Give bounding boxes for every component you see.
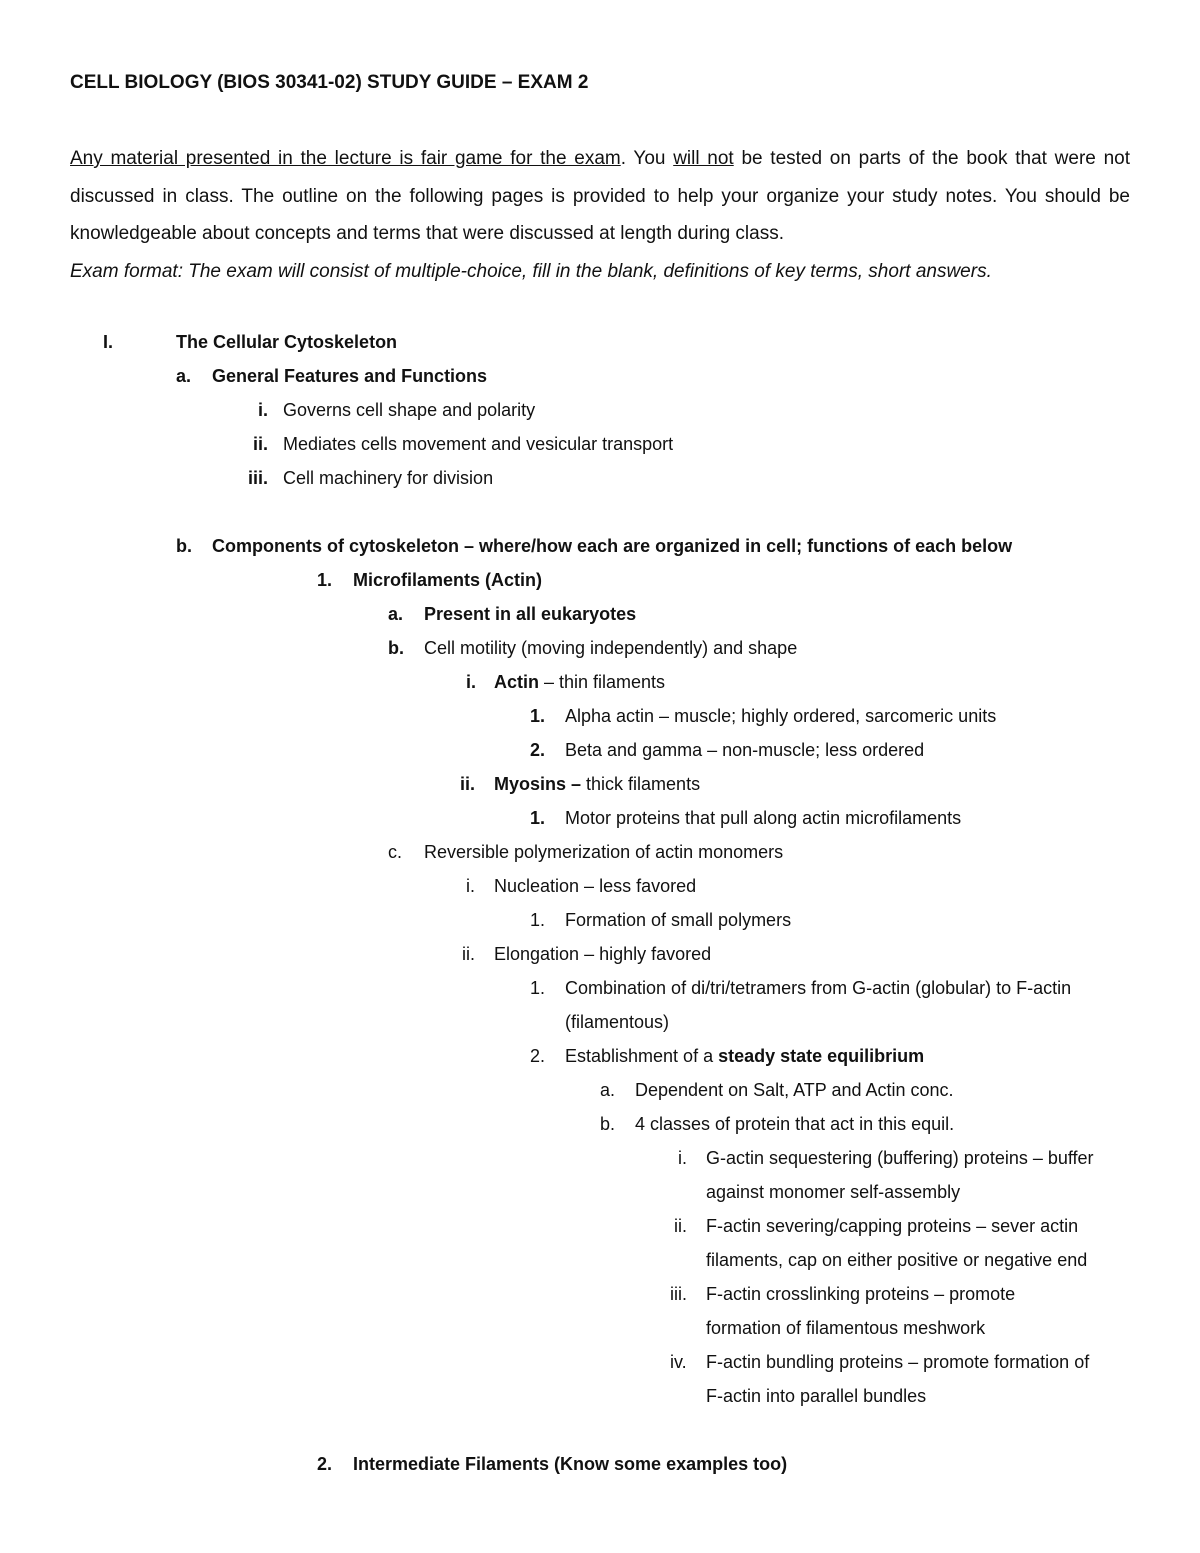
outline-text: Microfilaments (Actin) xyxy=(353,570,543,590)
outline-text: Beta and gamma – non-muscle; less ordered xyxy=(565,740,925,760)
outline-text: Dependent on Salt, ATP and Actin conc. xyxy=(635,1080,954,1100)
outline-text: General Features and Functions xyxy=(212,366,488,386)
outline-number: i. xyxy=(466,876,475,896)
outline-number: ii. xyxy=(462,944,475,964)
outline-text: The Cellular Cytoskeleton xyxy=(176,332,398,352)
outline-text: Nucleation – less favored xyxy=(494,876,697,896)
outline-number: 1. xyxy=(530,978,546,998)
outline-number: c. xyxy=(388,842,403,862)
outline-text: G-actin sequestering (buffering) proteins – buffer xyxy=(706,1148,1094,1168)
outline-number: i. xyxy=(466,672,477,692)
outline-number: ii. xyxy=(460,774,476,794)
outline-number: 1. xyxy=(317,570,333,590)
outline-number: i. xyxy=(257,400,268,420)
outline-number: b. xyxy=(176,536,192,556)
outline-number: 1. xyxy=(530,706,546,726)
outline-text: Alpha actin – muscle; highly ordered, sarcomeric units xyxy=(565,706,997,726)
outline-text: Present in all eukaryotes xyxy=(424,604,637,624)
outline-text xyxy=(565,1039,924,1073)
outline-number: iii. xyxy=(670,1284,687,1304)
outline-text: Motor proteins that pull along actin microfilaments xyxy=(565,808,962,828)
outline-text: F-actin into parallel bundles xyxy=(706,1386,927,1406)
outline-number: b. xyxy=(388,638,404,658)
outline-number: iv. xyxy=(670,1352,687,1372)
outline-text: Intermediate Filaments (Know some examples too) xyxy=(353,1454,788,1474)
outline-text: Governs cell shape and polarity xyxy=(283,400,536,420)
outline-text: Elongation – highly favored xyxy=(494,944,712,964)
outline-text: against monomer self-assembly xyxy=(706,1182,961,1202)
outline-text-rest: – thin filaments xyxy=(539,672,666,692)
outline-number: 1. xyxy=(530,910,546,930)
intro-will-not-text: will not xyxy=(673,148,734,169)
outline-text: Cell machinery for division xyxy=(283,468,494,488)
outline-number: a. xyxy=(176,366,192,386)
outline-text: 4 classes of protein that act in this equil. xyxy=(635,1114,955,1134)
outline-text: F-actin crosslinking proteins – promote xyxy=(706,1284,1016,1304)
intro-text-a: . You xyxy=(620,148,674,169)
outline-text: Formation of small polymers xyxy=(565,910,792,930)
outline-text xyxy=(494,665,665,699)
page-title: CELL BIOLOGY (BIOS 30341-02) STUDY GUIDE – EXAM 2 xyxy=(70,72,589,93)
outline-text: Reversible polymerization of actin monomers xyxy=(424,842,784,862)
outline-number: 1. xyxy=(530,808,546,828)
outline-text: formation of filamentous meshwork xyxy=(706,1318,986,1338)
outline-text-bold: Actin xyxy=(494,672,539,692)
intro-paragraph xyxy=(70,140,1130,290)
intro-text-b: be tested on parts of the book that were not discussed in class. The outline on the following pages is provided to help your organize your study notes. You should be knowledgeable about concepts and terms that were discussed at length during class. xyxy=(70,148,1130,244)
outline-text: filaments, cap on either positive or negative end xyxy=(706,1250,1088,1270)
outline-number: a. xyxy=(388,604,404,624)
outline-text-bold: Myosins – xyxy=(494,774,582,794)
outline-text: F-actin bundling proteins – promote formation of xyxy=(706,1352,1090,1372)
outline-number: iii. xyxy=(247,468,268,488)
outline-number: I. xyxy=(103,332,114,352)
outline-text-lead: Establishment of a xyxy=(565,1046,719,1066)
outline-number: ii. xyxy=(252,434,268,454)
outline-number: ii. xyxy=(674,1216,687,1236)
outline-number: 2. xyxy=(317,1454,333,1474)
outline-text xyxy=(494,767,700,801)
outline-text-bold: steady state equilibrium xyxy=(718,1046,925,1066)
outline-text: (filamentous) xyxy=(565,1012,670,1032)
outline-text: Components of cytoskeleton – where/how each are organized in cell; functions of each below xyxy=(212,536,1013,556)
intro-fair-game-text: Any material presented in the lecture is fair game for the exam xyxy=(70,148,621,169)
outline-text: F-actin severing/capping proteins – sever actin xyxy=(706,1216,1079,1236)
outline-number: 2. xyxy=(530,740,546,760)
outline-number: 2. xyxy=(530,1046,546,1066)
outline-text: Mediates cells movement and vesicular transport xyxy=(283,434,674,454)
outline-number: b. xyxy=(600,1114,616,1134)
exam-format-text: Exam format: The exam will consist of multiple-choice, fill in the blank, definitions of key terms, short answers. xyxy=(70,260,992,282)
outline-number: a. xyxy=(600,1080,616,1100)
outline-text-rest: thick filaments xyxy=(581,774,701,794)
outline-text: Cell motility (moving independently) and shape xyxy=(424,638,798,658)
outline-number: i. xyxy=(678,1148,687,1168)
outline-text: Combination of di/tri/tetramers from G-actin (globular) to F-actin xyxy=(565,978,1072,998)
